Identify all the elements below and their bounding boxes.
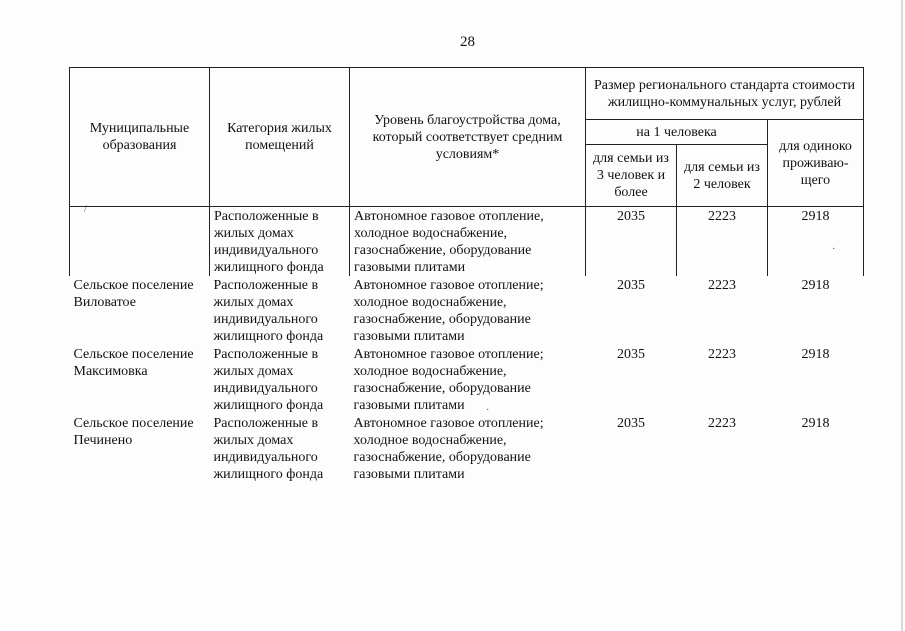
cell-single: 2918: [801, 278, 830, 293]
cell-category: Расположенные в жилых домах индивидуального жилищного фонда: [213, 416, 324, 482]
header-single: для одиноко проживаю-щего: [768, 120, 864, 207]
header-size: Размер регионального стандарта стоимости жилищно-коммунальных услуг, рублей: [586, 68, 864, 120]
cell-level: Автономное газовое отопление; холодное водоснабжение, газоснабжение, оборудование газовыми плитами: [353, 278, 544, 344]
cell-level: Автономное газовое отопление, холодное водоснабжение, газоснабжение, оборудование газовыми плитами: [350, 207, 586, 277]
header-family3: для семьи из 3 человек и более: [586, 145, 677, 207]
cell-municipality: Сельское поселение Максимовка: [73, 347, 194, 379]
standards-table: [69, 67, 864, 483]
scan-edge: [901, 0, 903, 631]
cell-single: 2918: [801, 347, 830, 362]
table-row: [70, 276, 864, 345]
cell-category: Расположенные в жилых домах индивидуального жилищного фонда: [213, 278, 324, 344]
cell-family3: 2035: [617, 347, 645, 362]
scan-dot: ·: [486, 405, 490, 416]
cell-family3: 2035: [586, 207, 677, 277]
header-level: Уровень благоустройства дома, который соответствует средним условиям*: [350, 68, 586, 207]
page-number: 28: [460, 34, 475, 50]
cell-municipality: Сельское поселение Печинено: [73, 416, 194, 448]
header-per-person: на 1 человека: [586, 120, 768, 145]
cell-municipality: Сельское поселение Виловатое: [73, 278, 194, 310]
table-row: [70, 345, 864, 414]
cell-family2: 2223: [708, 347, 736, 362]
cell-category: Расположенные в жилых домах индивидуального жилищного фонда: [213, 347, 324, 413]
cell-level: Автономное газовое отопление; холодное водоснабжение, газоснабжение, оборудование газовыми плитами: [353, 416, 544, 482]
header-municipality: Муниципальные образования: [70, 68, 210, 207]
scan-mark: /: [84, 204, 87, 215]
table-row: [70, 207, 864, 277]
cell-municipality: [70, 207, 210, 277]
scan-dot: ·: [832, 244, 836, 255]
cell-family3: 2035: [617, 416, 645, 431]
cell-family2: 2223: [677, 207, 768, 277]
table-row: [70, 414, 864, 483]
cell-family2: 2223: [708, 416, 736, 431]
cell-single: 2918: [801, 416, 830, 431]
cell-single: 2918: [768, 207, 864, 277]
cell-level: Автономное газовое отопление; холодное водоснабжение, газоснабжение, оборудование газовыми плитами: [353, 347, 544, 413]
cell-family2: 2223: [708, 278, 736, 293]
header-category: Категория жилых помещений: [210, 68, 350, 207]
cell-category: Расположенные в жилых домах индивидуального жилищного фонда: [210, 207, 350, 277]
header-family2: для семьи из 2 человек: [677, 145, 768, 207]
cell-family3: 2035: [617, 278, 645, 293]
